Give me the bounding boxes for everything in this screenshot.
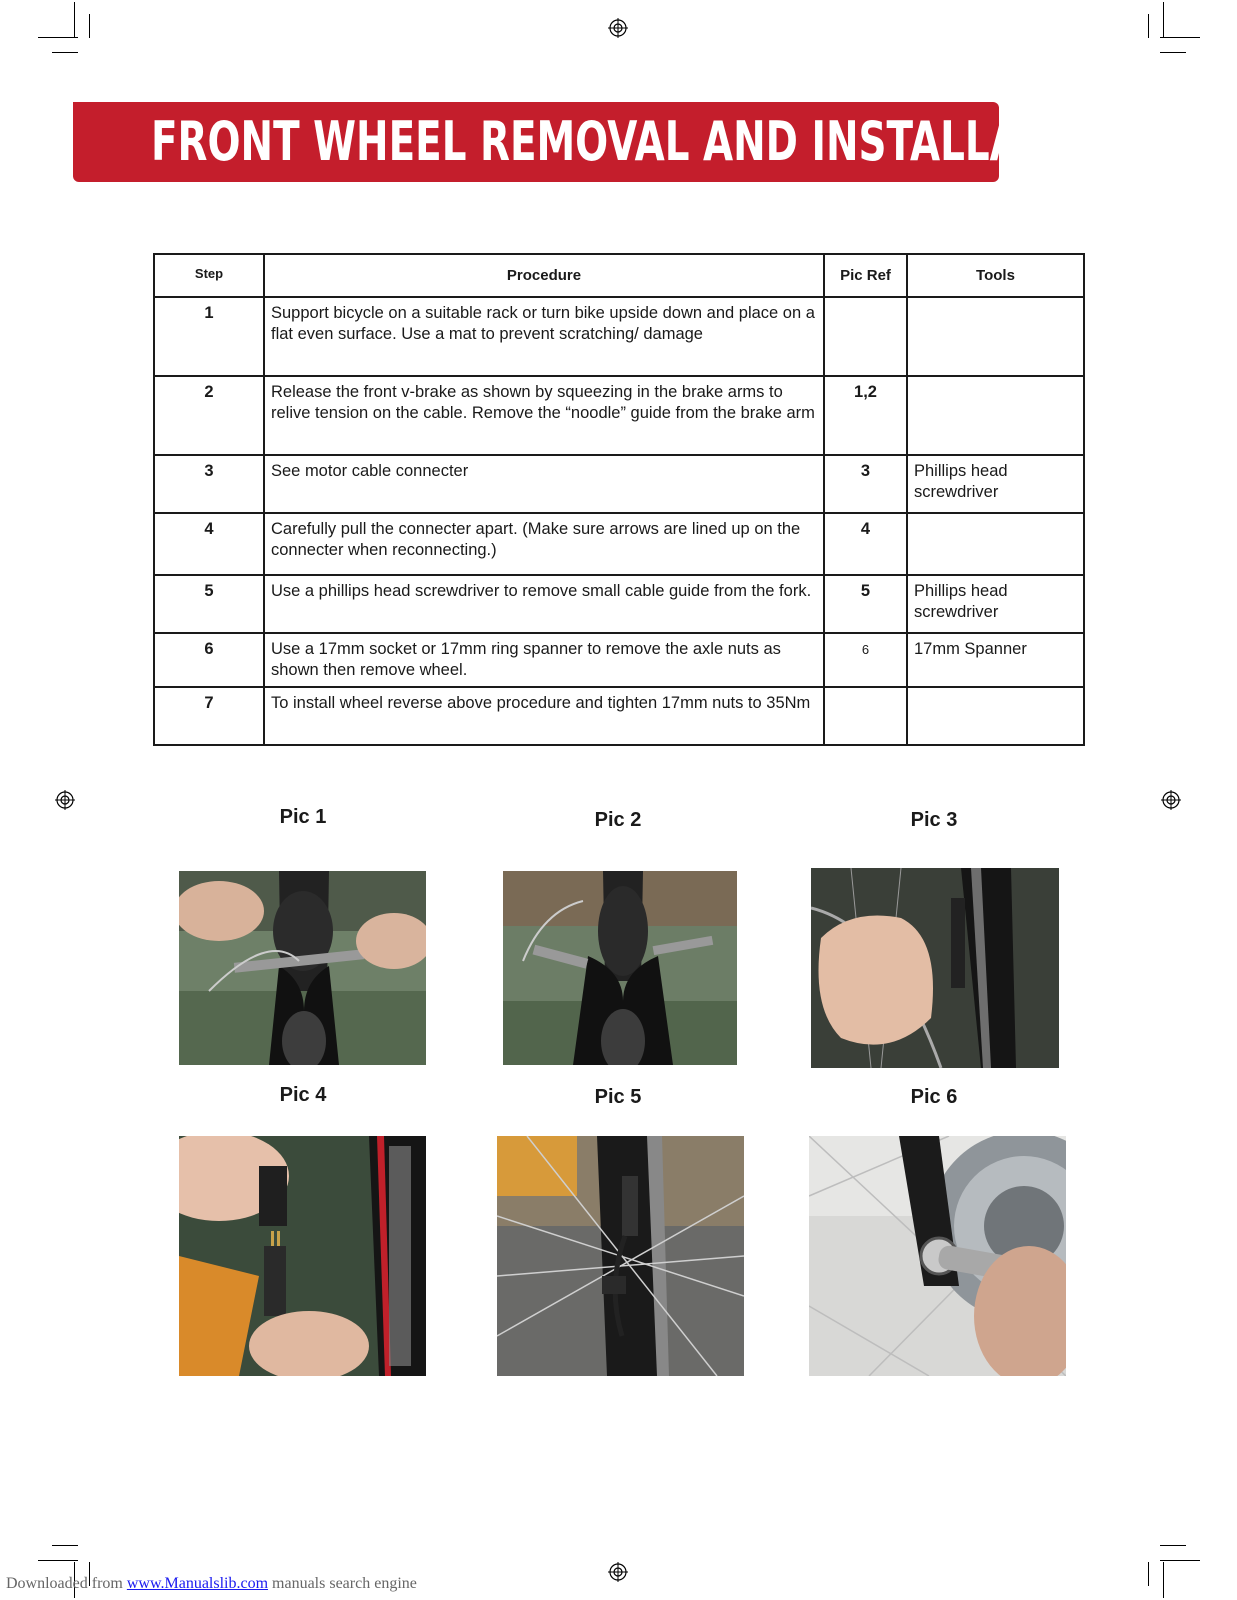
footer-suffix: manuals search engine xyxy=(268,1575,417,1592)
crop-mark xyxy=(52,52,78,53)
procedure-table xyxy=(153,253,1085,746)
footer-prefix: Downloaded from xyxy=(6,1575,127,1592)
pic-ref: 5 xyxy=(824,575,907,633)
crop-mark xyxy=(1148,14,1149,38)
pic-ref: 6 xyxy=(824,633,907,687)
photo-axle-spanner xyxy=(809,1136,1066,1376)
procedure-text: Support bicycle on a suitable rack or turn bike upside down and place on a flat even surface. Use a mat to prevent scratching/ damage xyxy=(264,297,824,376)
step-number: 6 xyxy=(154,633,264,687)
tools: 17mm Spanner xyxy=(907,633,1084,687)
crop-mark xyxy=(38,1560,78,1561)
tools xyxy=(907,687,1084,745)
procedure-text: Release the front v-brake as shown by squeezing in the brake arms to relive tension on the cable. Remove the “noodle” guide from the brake arm xyxy=(264,376,824,455)
header-procedure: Procedure xyxy=(264,254,824,297)
header-pic-ref: Pic Ref xyxy=(824,254,907,297)
pic-ref xyxy=(824,297,907,376)
pic-ref: 4 xyxy=(824,513,907,575)
procedure-text: Carefully pull the connecter apart. (Make sure arrows are lined up on the connecter when reconnecting.) xyxy=(264,513,824,575)
photo-brake-arms-squeezed xyxy=(179,871,426,1065)
table-header-row xyxy=(154,254,1084,297)
procedure-text: Use a phillips head screwdriver to remove small cable guide from the fork. xyxy=(264,575,824,633)
tools xyxy=(907,513,1084,575)
tools: Phillips head screwdriver xyxy=(907,575,1084,633)
table-row xyxy=(154,633,1084,687)
photo-motor-cable xyxy=(811,868,1059,1068)
table-row xyxy=(154,297,1084,376)
step-number: 4 xyxy=(154,513,264,575)
crop-mark xyxy=(38,37,78,38)
step-number: 3 xyxy=(154,455,264,513)
crop-mark xyxy=(1160,52,1186,53)
pic-ref: 3 xyxy=(824,455,907,513)
pic-label-6: Pic 6 xyxy=(910,1086,958,1108)
tools: Phillips head screwdriver xyxy=(907,455,1084,513)
registration-mark-icon xyxy=(1161,790,1181,810)
table-row xyxy=(154,376,1084,455)
manualslib-link[interactable]: www.Manualslib.com xyxy=(126,1575,269,1592)
step-number: 2 xyxy=(154,376,264,455)
pic-label-4: Pic 4 xyxy=(279,1084,327,1106)
step-number: 1 xyxy=(154,297,264,376)
crop-mark xyxy=(89,14,90,38)
step-number: 7 xyxy=(154,687,264,745)
tools xyxy=(907,376,1084,455)
crop-mark xyxy=(1160,1560,1200,1561)
crop-mark xyxy=(74,2,75,38)
table-row xyxy=(154,575,1084,633)
photo-cable-guide xyxy=(497,1136,744,1376)
pic-ref: 1,2 xyxy=(824,376,907,455)
pic-label-2: Pic 2 xyxy=(594,809,642,831)
header-step: Step xyxy=(154,254,264,297)
crop-mark xyxy=(1148,1562,1149,1586)
crop-mark xyxy=(1163,1562,1164,1598)
page-title: FRONT WHEEL REMOVAL AND INSTALLATION xyxy=(151,110,1124,173)
registration-mark-icon xyxy=(608,1562,628,1582)
title-banner xyxy=(73,102,1124,182)
crop-mark xyxy=(1160,1545,1186,1546)
registration-mark-icon xyxy=(55,790,75,810)
procedure-text: Use a 17mm socket or 17mm ring spanner to remove the axle nuts as shown then remove wheel. xyxy=(264,633,824,687)
procedure-text: See motor cable connecter xyxy=(264,455,824,513)
step-number: 5 xyxy=(154,575,264,633)
pic-label-5: Pic 5 xyxy=(594,1086,642,1108)
footer-text xyxy=(6,1575,417,1593)
header-tools: Tools xyxy=(907,254,1084,297)
pic-label-3: Pic 3 xyxy=(910,809,958,831)
crop-mark xyxy=(52,1545,78,1546)
photo-connecter-apart xyxy=(179,1136,426,1376)
procedure-text: To install wheel reverse above procedure and tighten 17mm nuts to 35Nm xyxy=(264,687,824,745)
pic-ref xyxy=(824,687,907,745)
tools xyxy=(907,297,1084,376)
crop-mark xyxy=(1160,37,1200,38)
table-row xyxy=(154,687,1084,745)
pic-label-1: Pic 1 xyxy=(279,806,327,828)
photo-brake-released xyxy=(503,871,737,1065)
crop-mark xyxy=(1163,2,1164,38)
registration-mark-icon xyxy=(608,18,628,38)
table-row xyxy=(154,513,1084,575)
table-row xyxy=(154,455,1084,513)
